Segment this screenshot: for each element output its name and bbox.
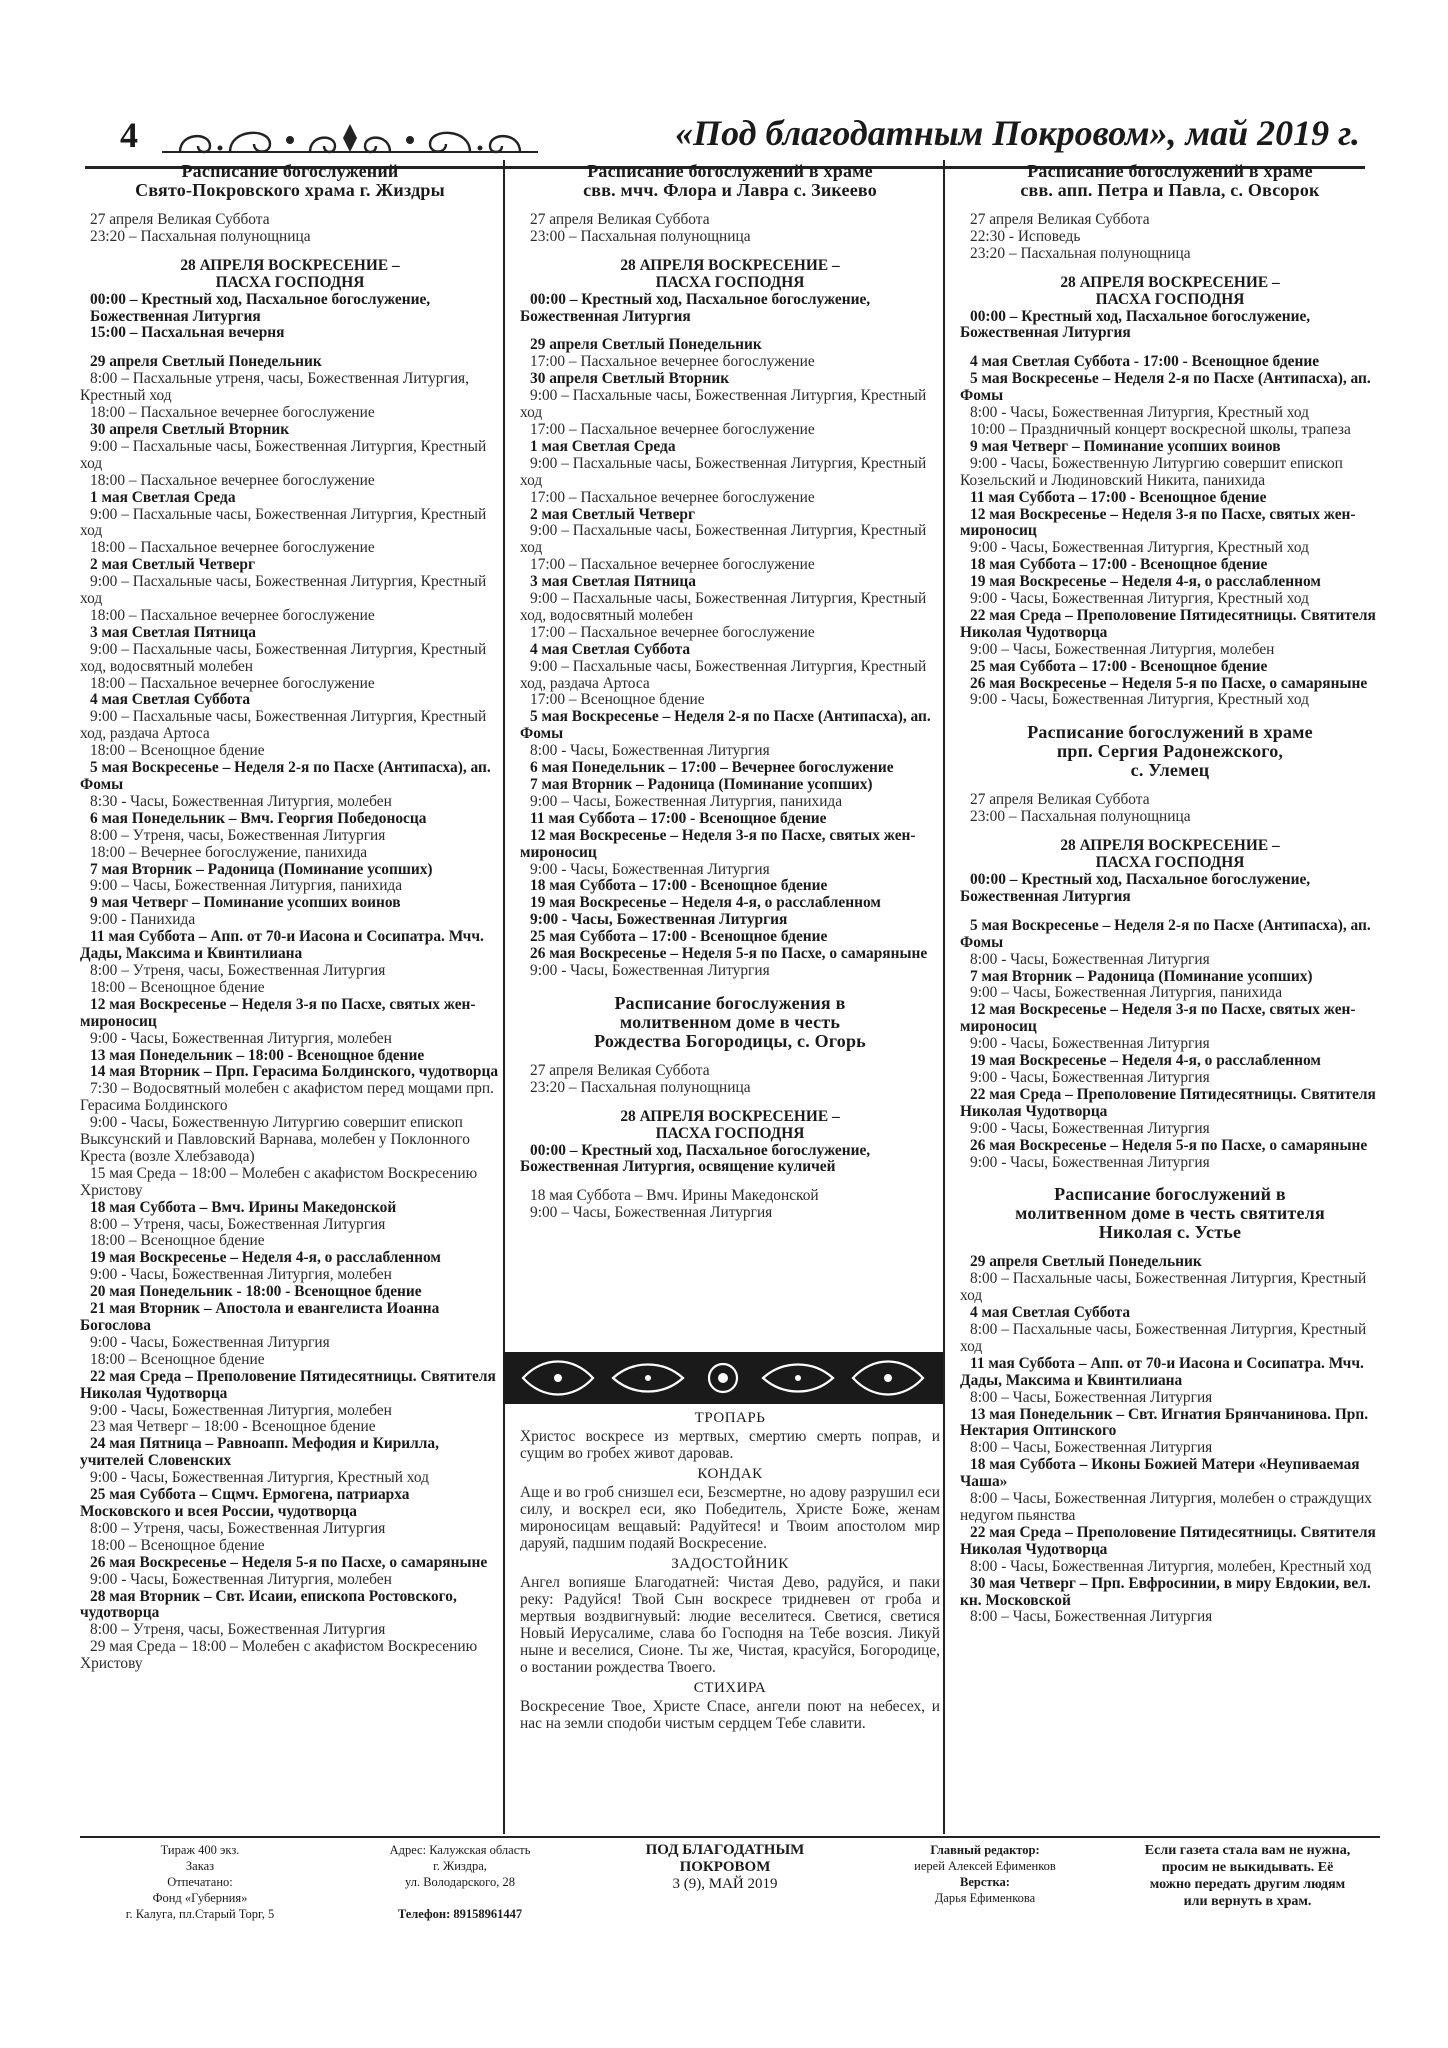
section-title-ogor: Расписание богослужения в молитвенном доме в честь Рождества Богородицы, с. Огорь xyxy=(594,992,866,1051)
schedule-entry: 1 мая Светлая Среда xyxy=(530,437,676,455)
schedule-entry: 7 мая Вторник – Радоница (Поминание усопших) xyxy=(970,967,1313,985)
schedule-entry: ПАСХА ГОСПОДНЯ xyxy=(215,273,365,291)
schedule-entry: 8:00 – Утреня, часы, Божественная Литургия xyxy=(90,961,386,979)
schedule-entry: 9:00 – Часы, Божественная Литургия, панихида xyxy=(530,792,843,810)
schedule-entry: 15:00 – Пасхальная вечерня xyxy=(90,324,285,342)
schedule-entry: 3 мая Светлая Пятница xyxy=(530,573,696,591)
spacer xyxy=(960,906,1380,918)
schedule-entry: 29 апреля Светлый Понедельник xyxy=(970,1253,1202,1271)
schedule-entry: 18:00 – Всенощное бдение xyxy=(90,978,265,996)
schedule-entry: 22 мая Среда – Преполовение Пятидесятницы. Святителя Николая Чудотворца xyxy=(960,1085,1376,1120)
schedule-entry: 17:00 – Всенощное бдение xyxy=(530,691,705,709)
footer-divider xyxy=(80,1836,1380,1838)
schedule-entry: 12 мая Воскресенье – Неделя 3-я по Пасхе, святых жен-мироносиц xyxy=(80,995,476,1030)
column-divider xyxy=(943,160,945,1834)
schedule-entry: 22 мая Среда – Преполовение Пятидесятницы. Святителя Николая Чудотворца xyxy=(960,606,1376,641)
schedule-entry: 18:00 – Пасхальное вечернее богослужение xyxy=(90,674,375,692)
schedule-entry: 9:00 – Пасхальные часы, Божественная Литургия, Крестный ход xyxy=(520,387,927,422)
schedule-entry: 9:00 - Часы, Божественная Литургия, Крестный ход xyxy=(970,539,1309,557)
schedule-entry: 9:00 - Часы, Божественная Литургия, молебен xyxy=(90,1401,392,1419)
schedule-entry: 27 апреля Великая Суббота xyxy=(970,791,1150,809)
schedule-entry: 29 апреля Светлый Понедельник xyxy=(90,353,322,371)
schedule-entry: 9:00 - Часы, Божественная Литургия, Крестный ход xyxy=(970,590,1309,608)
schedule-list-ogor xyxy=(520,1063,940,1222)
footer-print-info: Тираж 400 экз. Заказ Отпечатано: Фонд «Губерния» г. Калуга, пл.Старый Торг, 5 xyxy=(125,1843,275,1921)
schedule-entry: 30 мая Четверг – Прп. Евфросинии, в миру Евдокии, вел. кн. Московской xyxy=(960,1574,1371,1609)
schedule-entry: 7 мая Вторник – Радоница (Поминание усопших) xyxy=(90,860,433,878)
schedule-entry: 9:00 – Часы, Божественная Литургия, молебен xyxy=(970,640,1275,658)
schedule-ovsorok xyxy=(960,160,1380,1980)
schedule-entry: 18:00 – Всенощное бдение xyxy=(90,1232,265,1250)
schedule-entry: ПАСХА ГОСПОДНЯ xyxy=(1095,854,1245,872)
prayer-zadostoinik: ЗАДОСТОЙНИК Ангел вопияше Благодатней: Чистая Дево, радуйся, и паки реку: Радуйся! Твой Сын воскресе тридневен от гроба и мертвыя воздвигнувый: людие веселитеся. Светися, светися Новый Иерусалиме, слава бо Господня на Тебе возсия. Ликуй ныне и веселися, Сионе. Ты же, Чистая, красуйся, Богородице, о востании рождества Твоего. xyxy=(520,1556,940,1676)
page-number: 4 xyxy=(120,115,138,155)
schedule-entry: 8:00 - Часы, Божественная Литургия xyxy=(970,950,1210,968)
schedule-entry: 9:00 - Часы, Божественная Литургия xyxy=(530,860,770,878)
schedule-entry: Божественная Литургия xyxy=(90,307,261,325)
schedule-entry: 23:20 – Пасхальная полунощница xyxy=(90,227,311,245)
schedule-entry: 00:00 – Крестный ход, Пасхальное богослужение, Божественная Литургия xyxy=(960,871,1311,905)
header-ornament xyxy=(160,118,540,162)
schedule-entry: 26 мая Воскресенье – Неделя 5-я по Пасхе, о самаряныне xyxy=(530,945,928,963)
footer-phone: Телефон: 89158961447 xyxy=(397,1907,523,1921)
schedule-entry: 12 мая Воскресенье – Неделя 3-я по Пасхе, святых жен-мироносиц xyxy=(960,505,1356,540)
schedule-entry: 18 мая Суббота – Вмч. Ирины Македонской xyxy=(90,1198,397,1216)
schedule-entry: 23:20 – Пасхальная полунощница xyxy=(530,1078,751,1096)
schedule-entry: 3 мая Светлая Пятница xyxy=(90,623,256,641)
footer-paper-name: ПОД БЛАГОДАТНЫМ ПОКРОВОМ 3 (9), МАЙ 2019 xyxy=(645,1842,805,1892)
schedule-entry: 19 мая Воскресенье – Неделя 4-я, о расслабленном xyxy=(90,1249,441,1267)
schedule-entry: 17:00 – Пасхальное вечернее богослужение xyxy=(530,488,815,506)
schedule-entry: 26 мая Воскресенье – Неделя 5-я по Пасхе, о самаряныне xyxy=(90,1553,488,1571)
schedule-entry: 9:00 - Часы, Божественную Литургию совершит епископ Выксунский и Павловский Варнава, молебен у Поклонного Креста (возле Хлебзавода) xyxy=(80,1114,470,1165)
schedule-entry: 27 апреля Великая Суббота xyxy=(90,211,270,228)
schedule-entry: 27 апреля Великая Суббота xyxy=(530,1061,710,1079)
schedule-entry: 9:00 – Часы, Божественная Литургия, панихида xyxy=(90,877,403,895)
schedule-entry: 5 мая Воскресенье – Неделя 2-я по Пасхе (Антипасха), ап. Фомы xyxy=(960,370,1371,405)
schedule-entry: 11 мая Суббота – Апп. от 70-и Иасона и Сосипатра. Мчч. Дады, Максима и Квинтилиана xyxy=(960,1354,1364,1389)
schedule-entry: 18 мая Суббота – 17:00 - Всенощное бдение xyxy=(970,556,1268,574)
schedule-entry: 28 АПРЕЛЯ ВОСКРЕСЕНИЕ – xyxy=(1060,837,1280,855)
spacer xyxy=(80,246,500,258)
schedule-entry: 22 мая Среда – Преполовение Пятидесятницы. Святителя Николая Чудотворца xyxy=(80,1367,496,1402)
schedule-entry: 8:00 - Часы, Божественная Литургия, молебен, Крестный ход xyxy=(970,1557,1372,1575)
schedule-entry: ПАСХА ГОСПОДНЯ xyxy=(655,273,805,291)
schedule-entry: 9:00 - Часы, Божественная Литургия, Крестный ход xyxy=(970,691,1309,709)
schedule-entry: 23 мая Четверг – 18:00 - Всенощное бдение xyxy=(90,1418,376,1436)
schedule-entry: 18:00 – Вечернее богослужение, панихида xyxy=(90,843,368,861)
schedule-entry: 28 АПРЕЛЯ ВОСКРЕСЕНИЕ – xyxy=(180,256,400,274)
footer-reuse-note: Если газета стала вам не нужна, просим не выкидывать. Её можно передать другим людям или вернуть в храм. xyxy=(1144,1843,1351,1909)
schedule-entry: 9:00 – Пасхальные часы, Божественная Литургия, Крестный ход, раздача Артоса xyxy=(520,657,927,692)
schedule-entry: 9:00 – Пасхальные часы, Божественная Литургия, Крестный ход, водосвятный молебен xyxy=(80,640,487,675)
schedule-entry: 18 мая Суббота – 17:00 - Всенощное бдение xyxy=(530,877,828,895)
schedule-entry: 28 АПРЕЛЯ ВОСКРЕСЕНИЕ – xyxy=(620,256,840,274)
schedule-entry: 11 мая Суббота – 17:00 - Всенощное бдение xyxy=(530,809,827,827)
schedule-entry: 27 апреля Великая Суббота xyxy=(530,211,710,228)
schedule-entry: 00:00 – Крестный ход, Пасхальное богослужение, Божественная Литургия xyxy=(960,307,1311,342)
schedule-entry: 21 мая Вторник – Апостола и евангелиста Иоанна Богослова xyxy=(80,1300,440,1334)
schedule-entry: 15 мая Среда – 18:00 – Молебен с акафистом Воскресению Христову xyxy=(80,1164,478,1199)
schedule-entry: 29 апреля Светлый Понедельник xyxy=(530,336,762,354)
schedule-entry: 7:30 – Водосвятный молебен с акафистом перед мощами прп. Герасима Болдинского xyxy=(80,1080,494,1115)
ornament-band xyxy=(503,1352,943,1404)
schedule-entry: 9:00 - Часы, Божественная Литургия xyxy=(970,1153,1210,1171)
schedule-entry: 4 мая Светлая Суббота xyxy=(530,640,691,658)
schedule-entry: 30 апреля Светлый Вторник xyxy=(90,420,290,438)
schedule-entry: 19 мая Воскресенье – Неделя 4-я, о расслабленном xyxy=(530,894,881,912)
schedule-entry: 23:00 – Пасхальная полунощница xyxy=(530,227,751,245)
schedule-entry: 00:00 – Крестный ход, Пасхальное богослужение, Божественная Литургия, освящение куличей xyxy=(520,1141,871,1176)
section-title-ustye: Расписание богослужений в молитвенном доме в честь святителя Николая с. Устье xyxy=(1015,1184,1325,1243)
schedule-entry: 28 мая Вторник – Свт. Исаии, епископа Ростовского, чудотворца xyxy=(80,1587,457,1622)
schedule-entry: 11 мая Суббота – 17:00 - Всенощное бдение xyxy=(970,488,1267,506)
schedule-entry: 20 мая Понедельник - 18:00 - Всенощное бдение xyxy=(90,1283,422,1301)
schedule-entry: 9 мая Четверг – Поминание усопших воинов xyxy=(90,894,401,912)
prayer-troparion: ТРОПАРЬ Христос воскресе из мертвых, смертию смерть поправ, и сущим во гробех живот даровав. xyxy=(520,1410,940,1462)
schedule-entry: 8:00 – Часы, Божественная Литургия xyxy=(970,1388,1213,1406)
schedule-entry: 4 мая Светлая Суббота xyxy=(90,691,251,709)
schedule-entry: 19 мая Воскресенье – Неделя 4-я, о расслабленном xyxy=(970,1052,1321,1070)
schedule-entry: 5 мая Воскресенье – Неделя 2-я по Пасхе (Антипасха), ап. Фомы xyxy=(80,759,491,793)
schedule-entry: 9:00 – Часы, Божественная Литургия xyxy=(530,1204,773,1222)
schedule-entry: 28 АПРЕЛЯ ВОСКРЕСЕНИЕ – xyxy=(1060,273,1280,291)
schedule-entry: 5 мая Воскресенье – Неделя 2-я по Пасхе (Антипасха), ап. Фомы xyxy=(960,916,1371,951)
schedule-entry: 9:00 - Часы, Божественную Литургию совершит епископ Козельский и Людиновский Никита, панихида xyxy=(960,454,1343,489)
schedule-entry: 9:00 – Пасхальные часы, Божественная Литургия, Крестный ход, водосвятный молебен xyxy=(520,590,927,624)
schedule-entry: 18 мая Суббота – Иконы Божией Матери «Неупиваемая Чаша» xyxy=(960,1456,1360,1491)
schedule-entry: 17:00 – Пасхальное вечернее богослужение xyxy=(530,556,815,574)
schedule-entry: 8:00 – Утреня, часы, Божественная Литургия xyxy=(90,1621,386,1639)
schedule-entry: ПАСХА ГОСПОДНЯ xyxy=(1095,290,1245,308)
schedule-entry: 9:00 - Часы, Божественная Литургия xyxy=(970,1119,1210,1137)
schedule-entry: 9:00 - Часы, Божественная Литургия xyxy=(530,961,770,979)
schedule-entry: 9:00 - Часы, Божественная Литургия, молебен xyxy=(90,1029,392,1047)
schedule-entry: 9:00 - Часы, Божественная Литургия xyxy=(970,1035,1210,1053)
schedule-entry: 12 мая Воскресенье – Неделя 3-я по Пасхе, святых жен-мироносиц xyxy=(960,1001,1356,1036)
schedule-entry: 26 мая Воскресенье – Неделя 5-я по Пасхе, о самаряныне xyxy=(970,674,1368,692)
section-title-ulemets: Расписание богослужений в храме прп. Сергия Радонежского, с. Улемец xyxy=(1027,722,1313,781)
schedule-entry: 9:00 – Часы, Божественная Литургия, панихида xyxy=(970,984,1283,1002)
schedule-entry: 18:00 – Пасхальное вечернее богослужение xyxy=(90,404,375,422)
schedule-list-ustye xyxy=(960,1254,1380,1626)
schedule-entry: 8:00 – Пасхальные утреня, часы, Божественная Литургия, Крестный ход xyxy=(80,370,469,405)
schedule-entry: 26 мая Воскресенье – Неделя 5-я по Пасхе, о самаряныне xyxy=(970,1136,1368,1154)
footer-editor: Главный редактор: иерей Алексей Ефименков Верстка: Дарья Ефименкова xyxy=(914,1843,1056,1905)
schedule-entry: 6 мая Понедельник – Вмч. Георгия Победоносца xyxy=(90,809,427,827)
schedule-entry: 8:00 – Часы, Божественная Литургия, молебен о страждущих недугом пьянства xyxy=(960,1490,1372,1524)
schedule-entry: 11 мая Суббота – Апп. от 70-и Иасона и Сосипатра. Мчч. Дады, Максима и Квинтилиана xyxy=(80,928,484,963)
schedule-entry: 30 апреля Светлый Вторник xyxy=(530,370,730,388)
schedule-entry: 00:00 – Крестный ход, Пасхальное богослужение, xyxy=(90,290,431,308)
schedule-entry: 17:00 – Пасхальное вечернее богослужение xyxy=(530,353,815,371)
schedule-entry: 14 мая Вторник – Прп. Герасима Болдинского, чудотворца xyxy=(90,1063,499,1081)
schedule-entry: 2 мая Светлый Четверг xyxy=(530,505,695,523)
schedule-entry: 8:00 – Пасхальные часы, Божественная Литургия, Крестный ход xyxy=(960,1321,1367,1355)
schedule-entry: 19 мая Воскресенье – Неделя 4-я, о расслабленном xyxy=(970,573,1321,591)
schedule-entry: 25 мая Суббота – Сщмч. Ермогена, патриарха Московского и всея России, чудотворца xyxy=(80,1486,410,1520)
schedule-entry: 9 мая Четверг – Поминание усопших воинов xyxy=(970,437,1281,455)
section-title: Расписание богослужений Свято-Покровского храма г. Жиздры xyxy=(135,161,445,200)
schedule-entry: 29 мая Среда – 18:00 – Молебен с акафистом Воскресению Христову xyxy=(80,1638,478,1673)
schedule-entry: 1 мая Светлая Среда xyxy=(90,488,236,506)
schedule-entry: 9:00 - Часы, Божественная Литургия, молебен xyxy=(90,1266,392,1284)
schedule-entry: 9:00 – Пасхальные часы, Божественная Литургия, Крестный ход, раздача Артоса xyxy=(80,708,487,743)
schedule-entry: 9:00 – Пасхальные часы, Божественная Литургия, Крестный ход xyxy=(80,573,487,608)
schedule-entry: 24 мая Пятница – Равноапп. Мефодия и Кирилла, учителей Словенских xyxy=(80,1435,439,1470)
prayers-block xyxy=(520,1406,940,1826)
spacer xyxy=(520,1097,940,1109)
schedule-entry: 10:00 – Праздничный концерт воскресной школы, трапеза xyxy=(970,420,1351,438)
prayer-stichera: СТИХИРА Воскресение Твое, Христе Спасе, ангели поют на небесех, и нас на земли сподоби чистым сердцем Тебе славити. xyxy=(520,1680,940,1732)
schedule-entry: 2 мая Светлый Четверг xyxy=(90,556,255,574)
schedule-entry: 4 мая Светлая Суббота - 17:00 - Всенощное бдение xyxy=(970,353,1320,371)
schedule-entry: 25 мая Суббота – 17:00 - Всенощное бдение xyxy=(530,928,828,946)
schedule-entry: 22:30 - Исповедь xyxy=(970,227,1081,245)
section-title: Расписание богослужений в храме свв. апп. Петра и Павла, с. Овсорок xyxy=(1020,161,1320,200)
schedule-entry: 13 мая Понедельник – Свт. Игнатия Брянчанинова. Прп. Нектария Оптинского xyxy=(960,1405,1369,1440)
spacer xyxy=(960,263,1380,275)
schedule-list xyxy=(80,212,500,1673)
schedule-entry: 13 мая Понедельник – 18:00 - Всенощное бдение xyxy=(90,1046,425,1064)
schedule-entry: 9:00 – Пасхальные часы, Божественная Литургия, Крестный ход xyxy=(80,505,487,540)
schedule-entry: 00:00 – Крестный ход, Пасхальное богослужение, Божественная Литургия xyxy=(520,290,871,325)
schedule-entry: 7 мая Вторник – Радоница (Поминание усопших) xyxy=(530,776,873,793)
schedule-entry: 9:00 - Часы, Божественная Литургия, молебен xyxy=(90,1570,392,1588)
footer-address: Адрес: Калужская область г. Жиздра, ул. Володарского, 28 Телефон: 89158961447 xyxy=(330,1842,590,1922)
schedule-entry: 8:00 – Утреня, часы, Божественная Литургия xyxy=(90,1519,386,1537)
schedule-zikeevo xyxy=(520,160,940,1290)
schedule-list xyxy=(960,212,1380,709)
schedule-entry: 6 мая Понедельник – 17:00 – Вечернее богослужение xyxy=(530,759,894,777)
schedule-entry: 17:00 – Пасхальное вечернее богослужение xyxy=(530,623,815,641)
section-title: Расписание богослужений в храме свв. мчч. Флора и Лавра с. Зикеево xyxy=(583,161,877,200)
schedule-entry: 5 мая Воскресенье – Неделя 2-я по Пасхе (Антипасха), ап. Фомы xyxy=(520,708,931,743)
schedule-entry: 9:00 - Часы, Божественная Литургия xyxy=(90,1333,330,1351)
schedule-entry: 22 мая Среда – Преполовение Пятидесятницы. Святителя Николая Чудотворца xyxy=(960,1523,1376,1558)
schedule-entry: 18:00 – Всенощное бдение xyxy=(90,742,265,760)
schedule-entry: 8:00 - Часы, Божественная Литургия xyxy=(530,742,770,760)
schedule-entry: 17:00 – Пасхальное вечернее богослужение xyxy=(530,420,815,438)
schedule-entry: 18:00 – Всенощное бдение xyxy=(90,1536,265,1554)
schedule-entry: 18:00 – Всенощное бдение xyxy=(90,1350,265,1368)
schedule-entry: 9:00 – Пасхальные часы, Божественная Литургия, Крестный ход xyxy=(80,437,487,472)
schedule-entry: 9:00 - Панихида xyxy=(90,911,196,929)
schedule-zhizdra xyxy=(80,160,500,1830)
schedule-entry: 25 мая Суббота – 17:00 - Всенощное бдение xyxy=(970,657,1268,675)
schedule-entry: ПАСХА ГОСПОДНЯ xyxy=(655,1124,805,1142)
schedule-entry: 9:00 - Часы, Божественная Литургия xyxy=(530,911,788,929)
schedule-entry: 8:00 - Часы, Божественная Литургия, Крестный ход xyxy=(970,404,1309,422)
schedule-entry: 9:00 - Часы, Божественная Литургия, Крестный ход xyxy=(90,1469,429,1487)
prayer-kontakion: КОНДАК Аще и во гроб снизшел еси, Безсмертне, но адову разрушил еси силу, и воскрел еси, яко Победитель, Христе Боже, женам мироносицам вещавый: Радуйтеся! и Твоим апостолом мир даруяй, падшим подаяй Воскресение. xyxy=(520,1466,940,1552)
schedule-entry: 18:00 – Пасхальное вечернее богослужение xyxy=(90,539,375,557)
schedule-entry: 9:00 – Пасхальные часы, Божественная Литургия, Крестный ход xyxy=(520,522,927,557)
schedule-entry: 23:20 – Пасхальная полунощница xyxy=(970,244,1191,262)
schedule-entry: 8:00 – Часы, Божественная Литургия xyxy=(970,1608,1213,1626)
schedule-entry: 28 АПРЕЛЯ ВОСКРЕСЕНИЕ – xyxy=(620,1107,840,1125)
schedule-entry: 23:00 – Пасхальная полунощница xyxy=(970,808,1191,826)
schedule-list xyxy=(520,212,940,980)
schedule-list-ulemets xyxy=(960,792,1380,1171)
schedule-entry: 9:00 - Часы, Божественная Литургия xyxy=(970,1068,1210,1086)
column-divider xyxy=(503,160,505,1834)
schedule-entry: 18 мая Суббота – Вмч. Ирины Македонской xyxy=(530,1187,819,1205)
schedule-entry: 8:00 – Утреня, часы, Божественная Литургия xyxy=(90,826,386,844)
schedule-entry: 8:00 – Часы, Божественная Литургия xyxy=(970,1439,1213,1457)
newspaper-title: «Под благодатным Покровом», май 2019 г. xyxy=(675,113,1360,153)
schedule-entry: 12 мая Воскресенье – Неделя 3-я по Пасхе, святых жен-мироносиц xyxy=(520,826,916,861)
schedule-entry: 18:00 – Пасхальное вечернее богослужение xyxy=(90,471,375,489)
schedule-entry: 8:00 – Пасхальные часы, Божественная Литургия, Крестный ход xyxy=(960,1270,1367,1305)
schedule-entry: 8:30 - Часы, Божественная Литургия, молебен xyxy=(90,792,392,810)
spacer xyxy=(520,246,940,258)
schedule-entry: 8:00 – Утреня, часы, Божественная Литургия xyxy=(90,1215,386,1233)
schedule-entry: 27 апреля Великая Суббота xyxy=(970,211,1150,228)
schedule-entry: 4 мая Светлая Суббота xyxy=(970,1304,1131,1322)
schedule-entry: 18:00 – Пасхальное вечернее богослужение xyxy=(90,606,375,624)
schedule-entry: 9:00 – Пасхальные часы, Божественная Литургия, Крестный ход xyxy=(520,454,927,489)
